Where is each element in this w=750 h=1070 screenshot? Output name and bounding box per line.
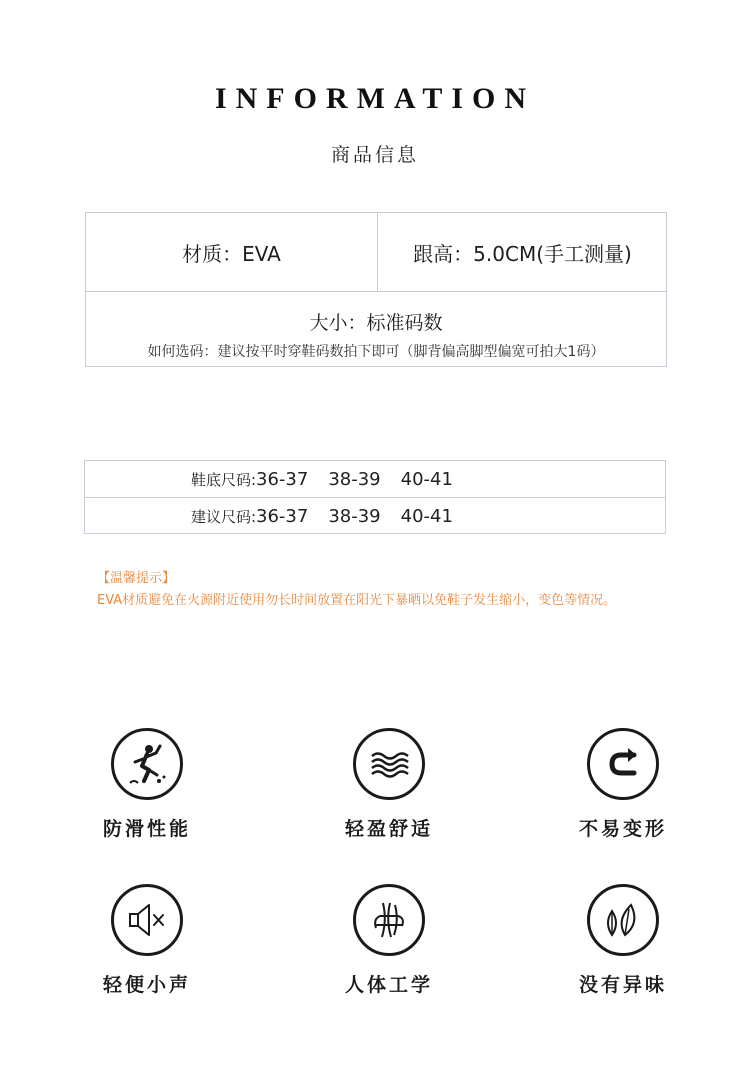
row-label: 鞋底尺码:	[190, 470, 256, 489]
wave-icon	[353, 728, 425, 800]
ergonomic-icon	[353, 884, 425, 956]
row-label: 建议尺码:	[190, 507, 256, 526]
size-value: 40-41	[400, 505, 453, 527]
leaf-icon	[587, 884, 659, 956]
feature-lightweight	[314, 728, 464, 841]
info-table	[85, 212, 667, 367]
size-note: 如何选码：建议按平时穿鞋码数拍下即可（脚背偏高脚型偏宽可拍大1码）	[147, 344, 605, 360]
table-row	[85, 461, 665, 498]
heel-height-cell: 跟高：5.0CM(手工测量)	[413, 241, 632, 266]
size-value: 36-37	[256, 505, 309, 527]
feature-label: 轻便小声	[102, 974, 191, 996]
size-values	[256, 469, 473, 490]
feature-label: 防滑性能	[102, 818, 191, 840]
page-title: INFORMATION	[214, 82, 536, 115]
size-value: 36-37	[256, 468, 309, 490]
tip-title: 【温馨提示】	[97, 571, 176, 586]
size-text: 大小：标准码数	[309, 312, 443, 334]
feature-label: 没有异味	[578, 974, 667, 996]
feature-label: 人体工学	[344, 974, 433, 996]
size-value: 38-39	[328, 505, 381, 527]
table-row	[85, 498, 665, 534]
feature-label: 轻盈舒适	[344, 818, 433, 840]
feature-ergonomic	[314, 884, 464, 997]
size-value: 40-41	[400, 468, 453, 490]
anti-slip-icon	[111, 728, 183, 800]
material-cell: 材质：EVA	[86, 213, 378, 291]
size-table	[84, 460, 666, 534]
size-info-row	[86, 292, 666, 367]
size-value: 38-39	[328, 468, 381, 490]
info-row	[86, 213, 666, 292]
tip-text: EVA材质避免在火源附近使用勿长时间放置在阳光下暴晒以免鞋子发生缩小，变色等情况。	[97, 593, 617, 608]
feature-anti-slip	[72, 728, 222, 841]
feature-odorless	[548, 884, 698, 997]
size-values	[256, 506, 473, 527]
feature-label: 不易变形	[578, 818, 667, 840]
feature-no-deform	[548, 728, 698, 841]
feature-quiet	[72, 884, 222, 997]
page-subtitle: 商品信息	[330, 144, 419, 166]
mute-speaker-icon	[111, 884, 183, 956]
return-arrow-icon	[587, 728, 659, 800]
